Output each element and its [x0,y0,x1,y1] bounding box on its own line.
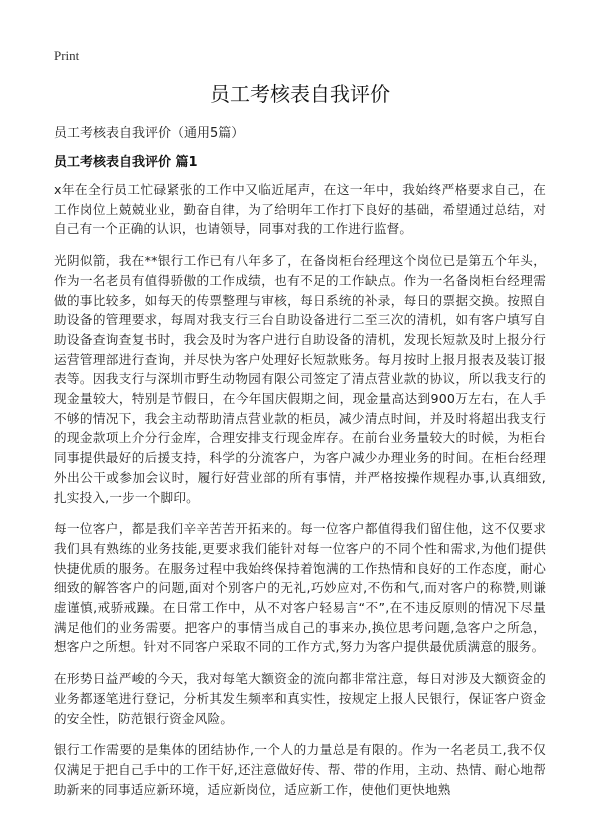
paragraph: 每一位客户，都是我们辛辛苦苦开拓来的。每一位客户都值得我们留住他，这不仅要求我们具有熟练的业务技能,更要求我们能针对每一位客户的不同个性和需求,为他们提供快捷优质的服务。在服务过程中我始终保持着饱满的工作热情和良好的工作态度，耐心细致的解答客户的问题,面对个别客户的无礼,巧妙应对,不伤和气,而对客户的称赞,则谦虚谨慎,戒骄戒躁。在日常工作中，从不对客户轻易言“不”,在不违反原则的情况下尽量满足他们的业务需要。把客户的事情当成自己的事来办,换位思考问题,急客户之所急，想客户之所想。针对不同客户采取不同的工作方式,努力为客户提供最优质满意的服务。 [54,521,546,655]
section-heading: 员工考核表自我评价 篇1 [54,155,198,170]
paragraph: 银行工作需要的是集体的团结协作,一个人的力量总是有限的。作为一名老员工,我不仅仅满足于把自己手中的工作干好,还注意做好传、帮、带的作用，主动、热情、耐心地帮助新来的同事适应新环境，适应新岗位，适应新工作，使他们更快地熟 [54,742,546,797]
document-subtitle: 员工考核表自我评价（通用5篇） [54,126,245,141]
print-link[interactable]: Print [54,48,80,63]
paragraph: x年在全行员工忙碌紧张的工作中又临近尾声，在这一年中，我始终严格要求自己，在工作岗位上兢兢业业，勤奋自律，为了给明年工作打下良好的基础，希望通过总结，对自己有一个正确的认识，也请领导，同事对我的工作进行监督。 [54,182,546,237]
paragraph: 光阴似箭，我在**银行工作已有八年多了，在备岗柜台经理这个岗位已是第五个年头，作为一名老员有值得骄傲的工作成绩，也有不足的工作缺点。作为一名备岗柜台经理需做的事比较多，如每天的传票整理与审核，每日系统的补录，每日的票据交换。按照自助设备的管理要求，每周对我支行三台自助设备进行二至三次的清机，如有客户填写自助设备查询查复书时，我会及时为客户进行自助设备的清机，发现长短款及时上报分行运营管理部进行查询，并尽快为客户处理好长短款账务。每月按时上报月报表及装订报表等。因我支行与深圳市野生动物园有限公司签定了清点营业款的协议，所以我支行的现金量较大，特别是节假日，在今年国庆假期之间，现金量高达到900万左右，在人手不够的情况下，我会主动帮助清点营业款的柜员，减少清点时间，并及时将超出我支行的现金款项上介分行金库，合理安排支行现金库存。在前台业务量较大的时候，为柜台同事提供最好的后援支持，科学的分流客户，为客户减少办理业务的时间。在柜台经理外出公干或参加会议时，履行好营业部的所有事情，并严格按操作规程办事,认真细致,扎实投入,一步一个脚印。 [54,253,546,505]
paragraph: 在形势日益严峻的今天，我对每笔大额资金的流向都非常注意，每日对涉及大额资金的业务都逐笔进行登记，分析其发生频率和真实性，按规定上报人民银行，保证客户资金的安全性，防范银行资金风险。 [54,671,546,726]
document-body [54,180,546,811]
document-title: 员工考核表自我评价 [210,82,390,106]
